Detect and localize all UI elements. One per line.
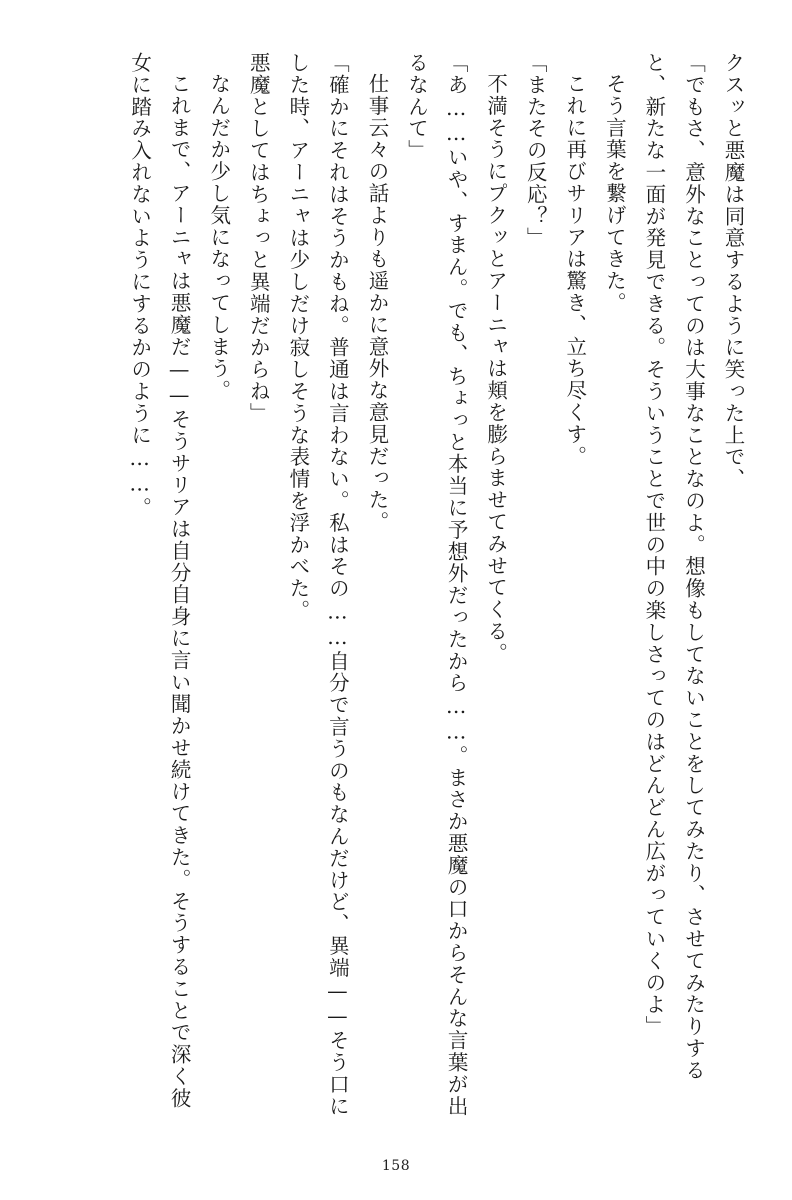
paragraph: そう言葉を繋げてきた。: [602, 72, 627, 314]
paragraph: 悪魔としてはちょっと異端だからね」: [246, 52, 271, 425]
paragraph: 「あ……いや、すまん。でも、ちょっと本当に予想外だったから……。まさか悪魔の口からそんな言葉が出るなんて」: [404, 52, 469, 1118]
novel-body-text: [36, 52, 752, 1122]
paragraph: 「でもさ、意外なことってのは大事なことなのよ。想像もしてないことをしてみたり、させてみたりすると、新たな一面が発見できる。そういうことで世の中の楽しさってのはどんどん広がっていくのよ」: [641, 52, 706, 1082]
paragraph: これまで、アーニャは悪魔だ——そうサリアは自分自身に言い聞かせ続けてきた。そうすることで深く彼女に踏み入れないようにするかのように……。: [127, 52, 192, 1109]
paragraph: 仕事云々の話よりも遥かに意外な意見だった。: [364, 72, 389, 533]
paragraph: 不満そうにプクッとアーニャは頬を膨らませてみせてくる。: [483, 72, 508, 664]
paragraph: これに再びサリアは驚き、立ち尽くす。: [562, 72, 587, 467]
paragraph: クスッと悪魔は同意するように笑った上で、: [721, 52, 745, 490]
paragraph: 「またその反応？」: [523, 52, 548, 250]
paragraph: 「確かにそれはそうかもね。普通は言わない。私はその……自分で言うのもなんだけど、異端——そう口にした時、アーニャは少しだけ寂しそうな表情を浮かべた。: [285, 52, 350, 1118]
paragraph: なんだか少し気になってしまう。: [206, 72, 231, 401]
page-number: 158: [381, 1158, 411, 1174]
